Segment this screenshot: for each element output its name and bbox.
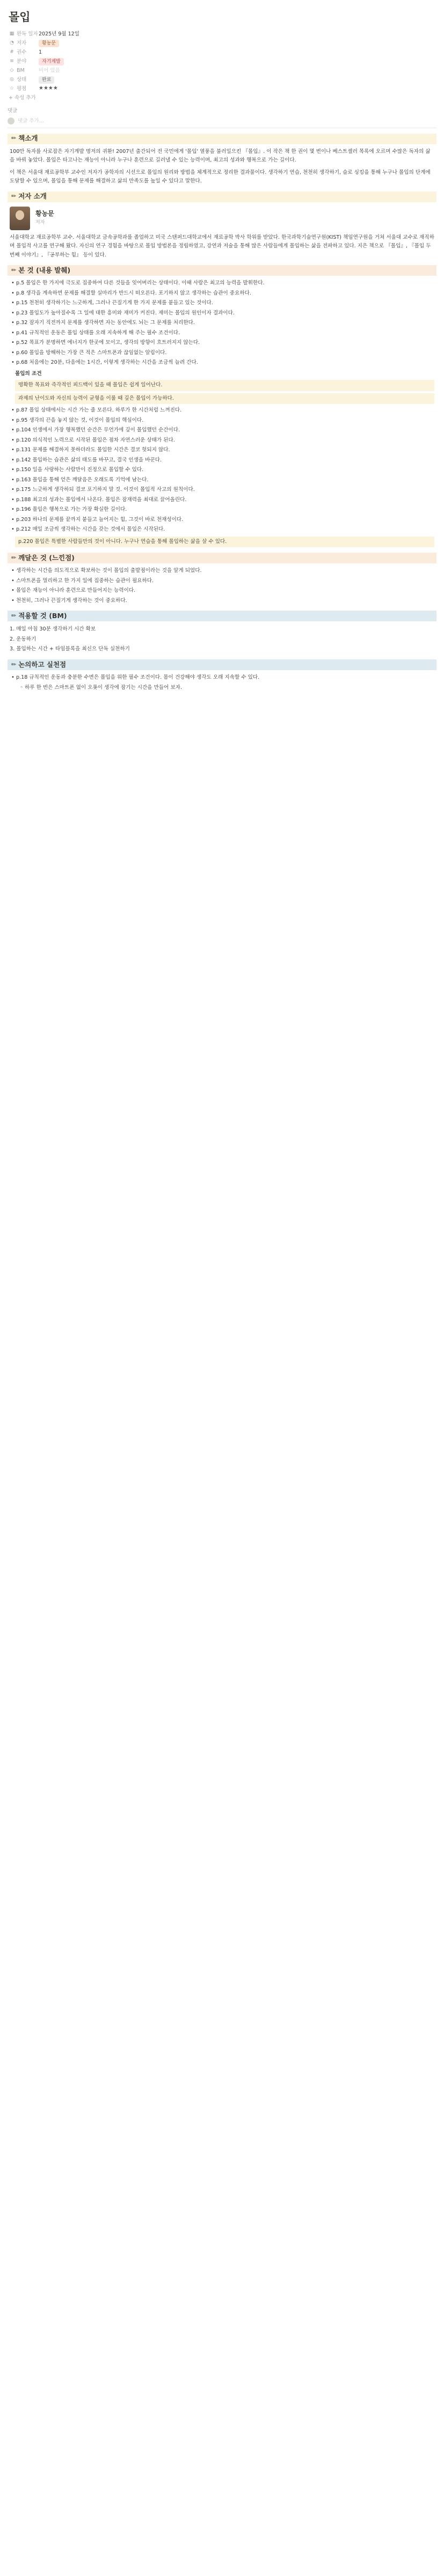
property-row[interactable] bbox=[9, 30, 436, 39]
author-bio: 서울대학교 재료공학부 교수. 서울대학교 금속공학과를 졸업하고 미국 스탠퍼드대학교에서 재료공학 박사 학위를 받았다. 한국과학기술연구원(KIST) 책임연구원을 거쳐 서울대 교수로 재직하며 몰입적 사고를 연구해 왔다. 자신의 연구 경험을 바탕으로 몰입 방법론을 정립하였고, 강연과 저술을 통해 많은 사람들에게 몰입하는 삶을 전파하고 있다. 지은 책으로 『몰입』, 『몰입 두 번째 이야기』, 『공부하는 힘』 등이 있다. bbox=[10, 234, 434, 258]
property-name: 권수 bbox=[17, 49, 27, 55]
list-item: • p.212 매일 조금씩 생각하는 시간을 갖는 것에서 몰입은 시작된다. bbox=[11, 526, 165, 533]
page-title: 몰입 bbox=[9, 11, 31, 24]
section-heading-apply bbox=[8, 611, 436, 621]
quotes-list bbox=[10, 279, 434, 547]
pencil-icon: ✏ bbox=[11, 135, 17, 142]
section-heading-quotes bbox=[8, 265, 436, 276]
list-item: • p.18 규칙적인 운동과 충분한 수면은 몰입을 위한 필수 조건이다. 몸이 건강해야 생각도 오래 지속할 수 있다. bbox=[11, 674, 260, 681]
property-row[interactable] bbox=[9, 75, 436, 84]
list-item: • p.8 생각을 계속하면 문제를 해결할 실마리가 반드시 떠오른다. 포기하지 않고 생각하는 습관이 중요하다. bbox=[11, 290, 251, 296]
list-item: • p.41 규칙적인 운동은 몰입 상태를 오래 지속하게 해 주는 필수 조건이다. bbox=[11, 329, 180, 336]
section-heading-intro bbox=[8, 134, 436, 144]
list-item: • 천천히, 그러나 끈질기게 생각하는 것이 중요하다. bbox=[11, 597, 127, 604]
section-heading-learned bbox=[8, 553, 436, 563]
property-value[interactable]: 비어 있음 bbox=[39, 67, 60, 74]
property-name: 분야 bbox=[17, 58, 27, 64]
comments-label: 댓글 bbox=[8, 107, 18, 114]
number-icon: # bbox=[10, 49, 14, 55]
apply-list bbox=[10, 625, 434, 654]
category-tag[interactable]: 자기계발 bbox=[39, 58, 64, 65]
list-item: 3. 몰입하는 시간 + 타임블록을 최신으 단독 실천하기 bbox=[10, 645, 130, 652]
list-icon: ≡ bbox=[10, 58, 14, 64]
list-item: • p.5 몰입은 한 가지에 극도로 집중하여 다른 것들을 잊어버리는 상태이다. 이때 사람은 최고의 능력을 발휘한다. bbox=[11, 280, 265, 287]
intro-paragraph: 이 책은 서울대 재료공학부 교수인 저자가 공학자의 시선으로 몰입의 원리와 방법을 체계적으로 정리한 결과물이다. 생각하기 연습, 천천히 생각하기, 슬로 싱킹을 통해 누구나 몰입의 단계에 도달할 수 있으며, 몰입을 통해 문제를 해결하고 삶의 만족도를 높일 수 있다고 말한다. bbox=[10, 169, 431, 185]
rating-stars[interactable]: ★★★★ bbox=[39, 85, 58, 92]
learned-list bbox=[10, 567, 434, 605]
section-title: 깨달은 것 (느낀점) bbox=[18, 554, 75, 562]
property-name: BM bbox=[17, 67, 25, 74]
list-item: • p.188 최고의 성과는 몰입에서 나온다. 몰입은 잠재력을 최대로 끌어올린다. bbox=[11, 496, 187, 503]
property-row[interactable] bbox=[9, 39, 436, 48]
tag-icon: ◇ bbox=[10, 68, 14, 74]
intro-paragraph: 100만 독자를 사로잡은 자기계발 명저의 귀환! 2007년 출간되어 전 국민에게 '몰입' 열풍을 불러일으킨 『몰입』. 이 작은 책 한 권이 몇 번이나 베스트셀러 목록에 오르며 수많은 독자의 삶을 바꿔 놓았다. 몰입은 타고나는 재능이 아니라 누구나 훈련으로 길러낼 수 있는 능력이며, 최고의 성과와 행복으로 가는 길이다. bbox=[10, 148, 431, 164]
list-item: • p.68 처음에는 20분, 다음에는 1시간, 이렇게 생각하는 시간을 조금씩 늘려 간다. bbox=[11, 359, 198, 366]
author-tag[interactable]: 황농문 bbox=[39, 40, 59, 47]
list-item: • 몰입은 재능이 아니라 훈련으로 만들어지는 능력이다. bbox=[11, 588, 136, 594]
section-heading-author bbox=[8, 192, 436, 202]
list-item: • p.163 몰입을 통해 얻은 깨달음은 오래도록 기억에 남는다. bbox=[11, 476, 149, 483]
list-item: 2. 운동하기 bbox=[10, 636, 37, 642]
list-item: • p.142 몰입하는 습관은 삶의 태도를 바꾸고, 결국 인생을 바꾼다. bbox=[11, 457, 162, 463]
list-item: • p.196 몰입은 행복으로 가는 가장 확실한 길이다. bbox=[11, 507, 127, 513]
pencil-icon: ✏ bbox=[11, 554, 17, 562]
property-row[interactable] bbox=[9, 66, 436, 75]
list-item: • p.104 인생에서 가장 행복했던 순간은 무언가에 깊이 몰입했던 순간이다. bbox=[11, 427, 180, 434]
list-item: • p.95 생각의 끈을 놓지 않는 것, 이것이 몰입의 핵심이다. bbox=[11, 417, 144, 423]
comment-input[interactable] bbox=[8, 117, 436, 128]
pencil-icon: ✏ bbox=[11, 660, 17, 668]
avatar bbox=[8, 118, 14, 124]
list-item: 1. 매일 아침 30분 생각하기 시간 확보 bbox=[10, 626, 96, 633]
list-item: • p.23 몰입도가 높아질수록 그 일에 대한 흥미와 재미가 커진다. 재미는 몰입의 원인이자 결과이다. bbox=[11, 310, 235, 316]
list-item: • p.120 의식적인 노력으로 시작된 몰입은 점차 자연스러운 상태가 된다. bbox=[11, 437, 175, 443]
author-card bbox=[10, 207, 434, 230]
property-value[interactable]: 1 bbox=[39, 49, 42, 55]
section-title: 적용할 것 (BM) bbox=[18, 612, 67, 620]
list-item: • p.131 문제를 해결하지 못하더라도 몰입한 시간은 결코 헛되지 않다. bbox=[11, 447, 170, 453]
list-item: ◦ 하루 한 번은 스마트폰 없이 오롯이 생각에 잠기는 시간을 만들어 보자. bbox=[20, 684, 183, 691]
property-row[interactable] bbox=[9, 84, 436, 93]
list-item: • 스마트폰을 멀리하고 한 가지 일에 집중하는 습관이 필요하다. bbox=[11, 577, 154, 584]
section-heading-practice bbox=[8, 659, 436, 670]
comment-placeholder: 댓글 추가... bbox=[18, 118, 44, 124]
highlight-quote: p.220 몰입은 특별한 사람들만의 것이 아니다. 누구나 연습을 통해 몰입하는 삶을 살 수 있다. bbox=[15, 537, 434, 548]
pencil-icon: ✏ bbox=[11, 612, 17, 620]
properties-panel bbox=[9, 30, 436, 102]
highlight-quote: 과제의 난이도와 자신의 능력이 균형을 이룰 때 깊은 몰입이 가능하다. bbox=[15, 393, 434, 405]
property-value[interactable]: 2025년 9월 12일 bbox=[39, 31, 79, 37]
section-title: 논의하고 실천점 bbox=[18, 660, 67, 669]
author-name: 황농문 bbox=[35, 209, 54, 217]
author-photo bbox=[10, 207, 30, 230]
list-item: • p.15 천천히 생각하기는 느긋하게, 그러나 끈질기게 한 가지 문제를 붙들고 있는 것이다. bbox=[11, 300, 213, 306]
callout-lead: 몰입의 조건 bbox=[15, 370, 42, 377]
pencil-icon: ✏ bbox=[11, 193, 17, 200]
list-item: • p.150 일을 사랑하는 사람만이 진정으로 몰입할 수 있다. bbox=[11, 467, 144, 473]
calendar-icon: ▦ bbox=[9, 31, 14, 37]
list-item: • p.87 몰입 상태에서는 시간 가는 줄 모른다. 하루가 한 시간처럼 느껴진다. bbox=[11, 407, 182, 414]
property-name: 상태 bbox=[17, 76, 27, 83]
list-item: • p.60 몰입을 방해하는 가장 큰 적은 스마트폰과 끊임없는 알림이다. bbox=[11, 349, 167, 356]
list-item: • p.32 잠자기 직전까지 문제를 생각하면 자는 동안에도 뇌는 그 문제를 처리한다. bbox=[11, 320, 195, 326]
status-icon: ◎ bbox=[10, 77, 14, 83]
author-role: 저자 bbox=[35, 220, 45, 226]
highlight-quote: 명확한 목표와 즉각적인 피드백이 있을 때 몰입은 쉽게 일어난다. bbox=[15, 380, 434, 391]
list-item: • p.175 느긋하게 생각하되 결코 포기하지 말 것. 이것이 몰입적 사고의 원칙이다. bbox=[11, 487, 195, 493]
section-title: 본 것 (내용 발췌) bbox=[18, 266, 71, 274]
section-title: 저자 소개 bbox=[18, 192, 47, 201]
property-row[interactable] bbox=[9, 48, 436, 57]
status-tag[interactable]: 완료 bbox=[39, 76, 54, 84]
section-title: 책소개 bbox=[18, 134, 38, 143]
list-item: • p.203 하나의 문제를 끝까지 붙들고 늘어지는 힘, 그것이 바로 천재성이다. bbox=[11, 516, 184, 523]
property-name: 저자 bbox=[17, 40, 27, 46]
list-item: • p.52 목표가 분명하면 에너지가 한곳에 모이고, 생각의 방향이 흐트러지지 않는다. bbox=[11, 340, 200, 346]
property-name: 완독 일자 bbox=[17, 31, 38, 37]
add-property-button[interactable]: + 속성 추가 bbox=[9, 95, 36, 101]
person-icon: ◔ bbox=[10, 40, 14, 46]
list-item: • 생각하는 시간을 의도적으로 확보하는 것이 몰입의 출발점이라는 것을 알게 되었다. bbox=[11, 568, 202, 574]
property-name: 평점 bbox=[17, 85, 27, 92]
pencil-icon: ✏ bbox=[11, 266, 17, 274]
property-row[interactable] bbox=[9, 57, 436, 66]
practice-list bbox=[10, 673, 434, 692]
star-icon: ☆ bbox=[9, 86, 14, 92]
